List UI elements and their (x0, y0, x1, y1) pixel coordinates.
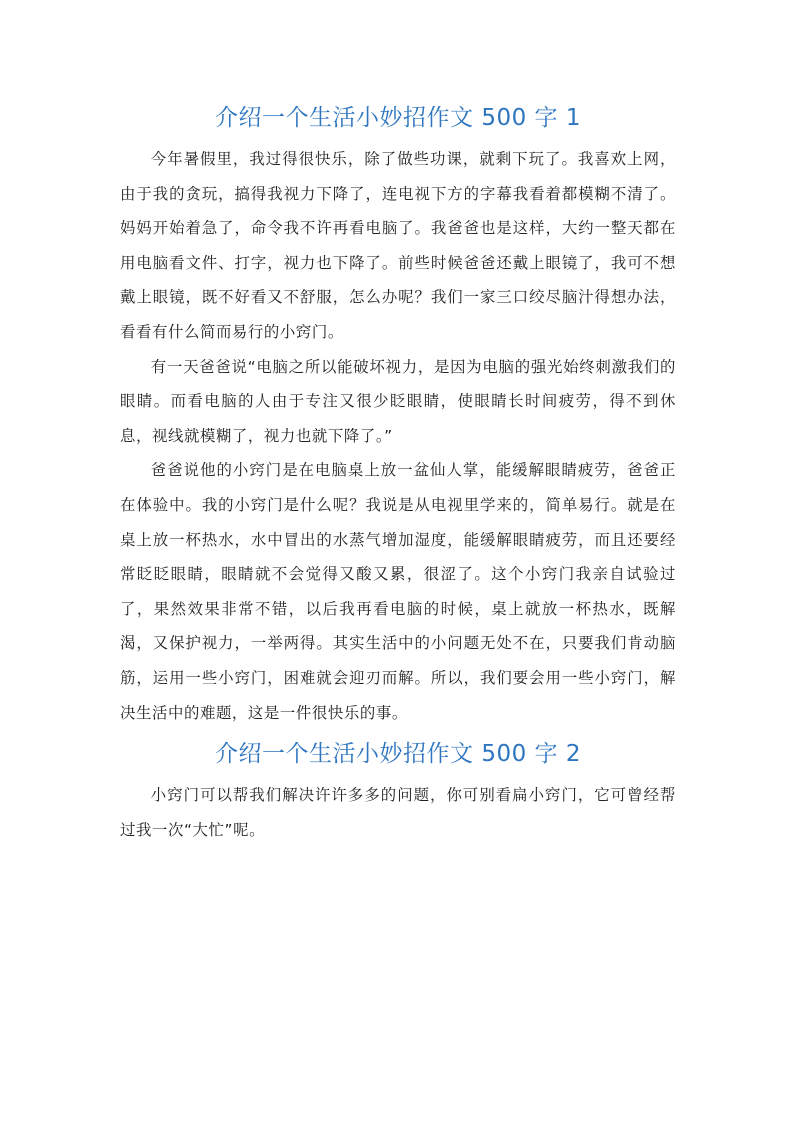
section-heading-2: 介绍一个生活小妙招作文 500 字 2 (215, 741, 581, 768)
paragraph-1-2: 有一天爸爸说“电脑之所以能破坏视力，是因为电脑的强光始终刺激我们的眼睛。而看电脑的人由于专注又很少眨眼睛，使眼睛长时间疲劳，得不到休息，视线就模糊了，视力也就下降了。” (120, 357, 676, 445)
document-body (120, 98, 676, 847)
paragraph-2-1: 小窍门可以帮我们解决许许多多的问题，你可别看扁小窍门，它可曾经帮过我一次“大忙”呢。 (120, 786, 676, 839)
paragraph-1-1: 今年暑假里，我过得很快乐，除了做些功课，就剩下玩了。我喜欢上网，由于我的贪玩，搞得我视力下降了，连电视下方的字幕我看着都模糊不清了。妈妈开始着急了，命令我不许再看电脑了。我爸爸也是这样，大约一整天都在用电脑看文件、打字，视力也下降了。前些时候爸爸还戴上眼镜了，我可不想戴上眼镜，既不好看又不舒服，怎么办呢？我们一家三口绞尽脑汁得想办法，看看有什么简而易行的小窍门。 (120, 150, 676, 341)
section-heading-1: 介绍一个生活小妙招作文 500 字 1 (215, 105, 581, 131)
paragraph-1-3: 爸爸说他的小窍门是在电脑桌上放一盆仙人掌，能缓解眼睛疲劳，爸爸正在体验中。我的小窍门是什么呢？我说是从电视里学来的，简单易行。就是在桌上放一杯热水，水中冒出的水蒸气增加湿度，能缓解眼睛疲劳，而且还要经常眨眨眼睛，眼睛就不会觉得又酸又累，很涩了。这个小窍门我亲自试验过了，果然效果非常不错，以后我再看电脑的时候，桌上就放一杯热水，既解渴，又保护视力，一举两得。其实生活中的小问题无处不在，只要我们肯动脑筋，运用一些小窍门，困难就会迎刃而解。所以，我们要会用一些小窍门，解决生活中的难题，这是一件很快乐的事。 (120, 461, 676, 722)
